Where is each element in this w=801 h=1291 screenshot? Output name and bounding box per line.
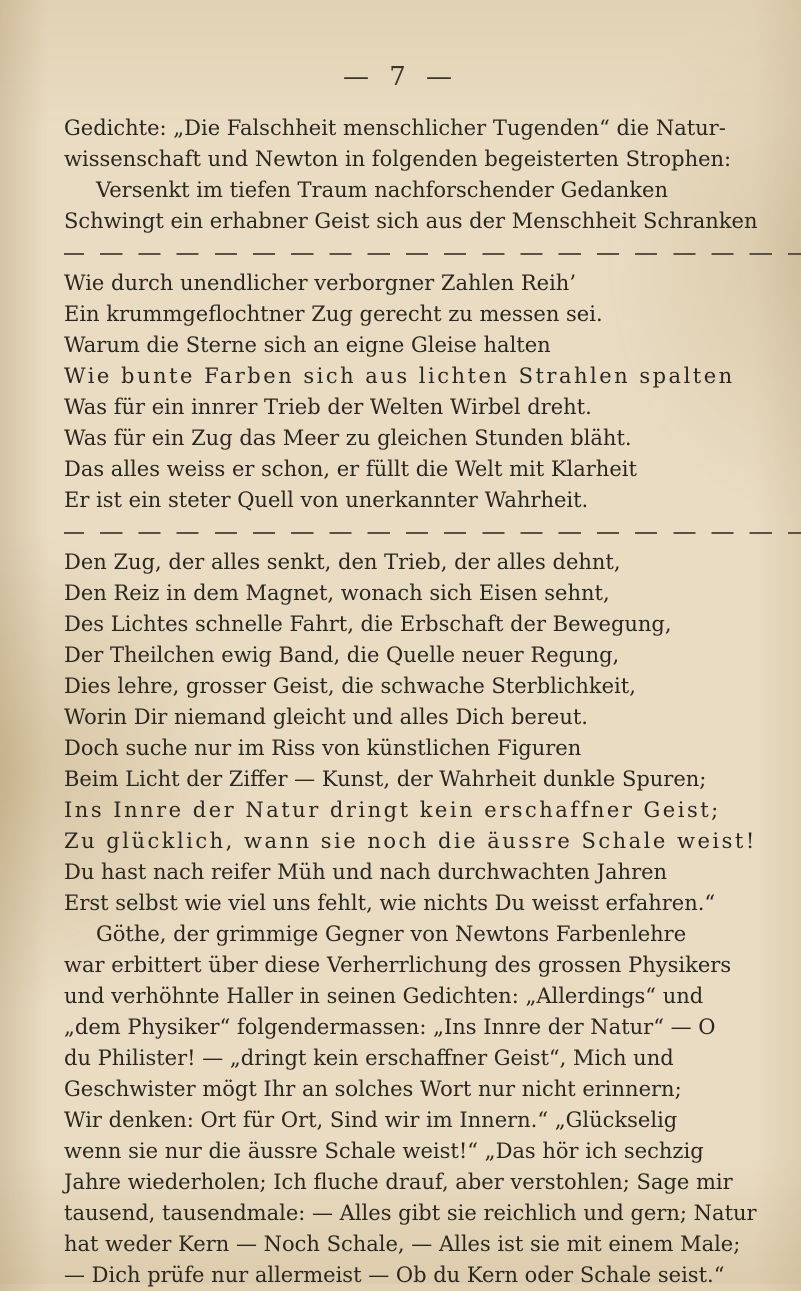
text-line: Erst selbst wie viel uns fehlt, wie nichts Du weisst erfahren.“ bbox=[64, 891, 716, 915]
text-line: und verhöhnte Haller in seinen Gedichten: „Allerdings“ und bbox=[64, 984, 704, 1008]
text-line: Zu glücklich, wann sie noch die äussre Schale weist! bbox=[64, 829, 757, 853]
text-line: — Dich prüfe nur allermeist — Ob du Kern oder Schale seist.“ bbox=[64, 1263, 725, 1287]
text-line: du Philister! — „dringt kein erschaffner Geist“, Mich und bbox=[64, 1046, 674, 1070]
text-line: Wie bunte Farben sich aus lichten Strahlen spalten bbox=[64, 364, 735, 388]
text-line: Warum die Sterne sich an eigne Gleise halten bbox=[64, 333, 551, 357]
text-line: Den Reiz in dem Magnet, wonach sich Eisen sehnt, bbox=[64, 581, 610, 605]
text-line: Doch suche nur im Riss von künstlichen Figuren bbox=[64, 736, 582, 760]
text-line: Wie durch unendlicher verborgner Zahlen Reih’ bbox=[64, 271, 577, 295]
text-line: Was für ein innrer Trieb der Welten Wirbel dreht. bbox=[64, 395, 592, 419]
dashed-separator bbox=[64, 237, 764, 268]
text-line: „dem Physiker“ folgendermassen: „Ins Innre der Natur“ — O bbox=[64, 1015, 716, 1039]
text-line: Beim Licht der Ziffer — Kunst, der Wahrheit dunkle Spuren; bbox=[64, 767, 707, 791]
text-line: Jahre wiederholen; Ich fluche drauf, aber verstohlen; Sage mir bbox=[64, 1170, 733, 1194]
text-line: Schwingt ein erhabner Geist sich aus der Menschheit Schranken bbox=[64, 209, 758, 233]
text-line: Das alles weiss er schon, er füllt die Welt mit Klarheit bbox=[64, 457, 637, 481]
text-line: war erbittert über diese Verherrlichung des grossen Physikers bbox=[64, 953, 732, 977]
text-line: Versenkt im tiefen Traum nachforschender Gedanken bbox=[96, 178, 668, 202]
text-line: Er ist ein steter Quell von unerkannter Wahrheit. bbox=[64, 488, 589, 512]
text-body bbox=[64, 113, 764, 1291]
text-line: Göthe, der grimmige Gegner von Newtons Farbenlehre bbox=[96, 922, 687, 946]
text-line: Ins Innre der Natur dringt kein erschaffner Geist; bbox=[64, 798, 721, 822]
dashed-separator bbox=[64, 516, 764, 547]
page-number: — 7 — bbox=[342, 62, 459, 92]
text-line: Wir denken: Ort für Ort, Sind wir im Innern.“ „Glückselig bbox=[64, 1108, 678, 1132]
text-line: wissenschaft und Newton in folgenden begeisterten Strophen: bbox=[64, 147, 732, 171]
text-line: Der Theilchen ewig Band, die Quelle neuer Regung, bbox=[64, 643, 620, 667]
text-line: hat weder Kern — Noch Schale, — Alles ist sie mit einem Male; bbox=[64, 1232, 741, 1256]
text-line: tausend, tausendmale: — Alles gibt sie reichlich und gern; Natur bbox=[64, 1201, 757, 1225]
text-line: Dies lehre, grosser Geist, die schwache Sterblichkeit, bbox=[64, 674, 636, 698]
text-line: Worin Dir niemand gleicht und alles Dich bereut. bbox=[64, 705, 588, 729]
text-line: Ein krummgeflochtner Zug gerecht zu messen sei. bbox=[64, 302, 603, 326]
text-line: Geschwister mögt Ihr an solches Wort nur nicht erinnern; bbox=[64, 1077, 682, 1101]
text-line: Des Lichtes schnelle Fahrt, die Erbschaft der Bewegung, bbox=[64, 612, 672, 636]
text-line: wenn sie nur die äussre Schale weist!“ „Das hör ich sechzig bbox=[64, 1139, 704, 1163]
text-line: Was für ein Zug das Meer zu gleichen Stunden bläht. bbox=[64, 426, 632, 450]
text-line: Du hast nach reifer Müh und nach durchwachten Jahren bbox=[64, 860, 668, 884]
text-line: Gedichte: „Die Falschheit menschlicher Tugenden“ die Natur- bbox=[64, 116, 726, 140]
text-line: Den Zug, der alles senkt, den Trieb, der alles dehnt, bbox=[64, 550, 621, 574]
